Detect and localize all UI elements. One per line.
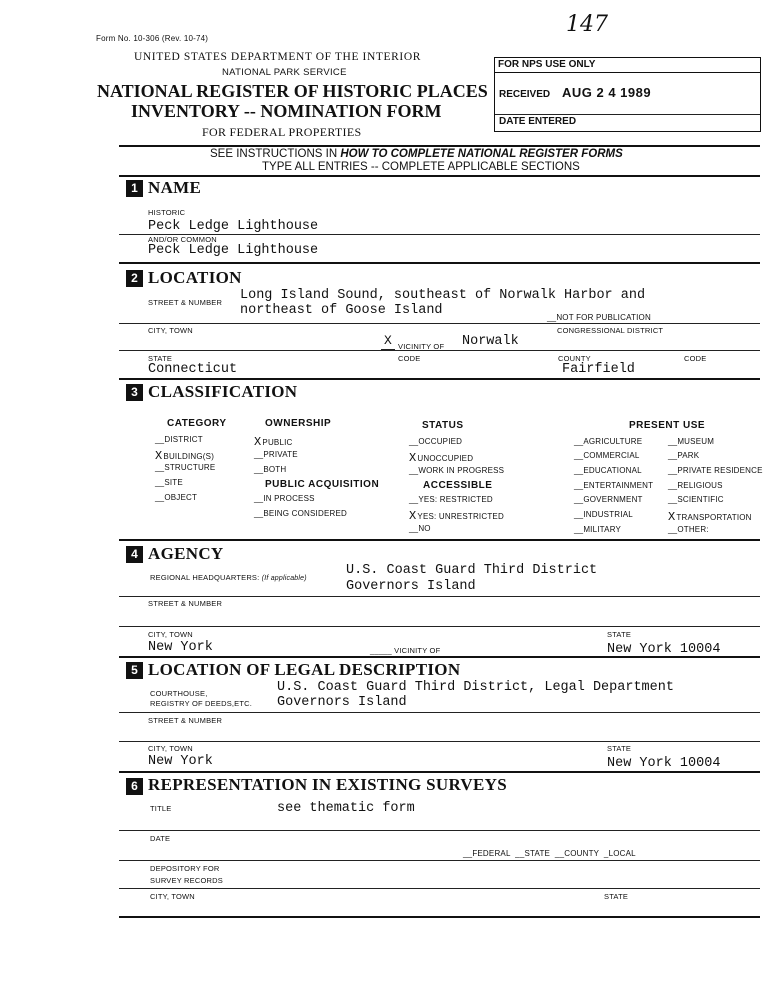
service-line: NATIONAL PARK SERVICE xyxy=(222,67,347,78)
legal-city-value: New York xyxy=(148,754,213,769)
county-label: COUNTY xyxy=(558,354,591,363)
use-commercial-label: COMMERCIAL xyxy=(583,451,640,460)
accessible-no: __NO xyxy=(409,524,431,533)
courthouse-label: COURTHOUSE, xyxy=(150,689,208,698)
section-6-title: REPRESENTATION IN EXISTING SURVEYS xyxy=(148,775,507,794)
depository-label-1: DEPOSITORY FOR xyxy=(150,864,220,873)
street-line1-value: Long Island Sound, southeast of Norwalk Harbor and xyxy=(240,288,646,303)
section-1-number: 1 xyxy=(126,180,143,197)
category-district-label: DISTRICT xyxy=(164,435,203,444)
agency-city-value: New York xyxy=(148,640,213,655)
category-object-label: OBJECT xyxy=(164,493,198,502)
vicinity-label: VICINITY OF xyxy=(398,342,445,351)
nps-use-box xyxy=(494,57,761,132)
state-label: STATE xyxy=(148,354,173,363)
state-code-label: CODE xyxy=(398,354,421,363)
use-private-residence: __PRIVATE RESIDENCE xyxy=(668,466,763,475)
use-military: __MILITARY xyxy=(574,525,622,534)
ownership-public-check: X xyxy=(254,435,262,449)
use-museum-label: MUSEUM xyxy=(677,437,715,446)
common-label: AND/OR COMMON xyxy=(148,235,217,244)
county-value: Fairfield xyxy=(562,362,635,377)
acquisition-in-process: __IN PROCESS xyxy=(254,494,315,503)
street-rule xyxy=(119,323,760,324)
city-town-label: CITY, TOWN xyxy=(148,326,193,335)
agency-street-label: STREET & NUMBER xyxy=(148,599,223,608)
section-4-number: 4 xyxy=(126,546,143,563)
legal-state-label: STATE xyxy=(607,744,632,753)
section-3-rule xyxy=(119,539,760,541)
level-state: STATE xyxy=(524,849,551,858)
ownership-private: __PRIVATE xyxy=(254,450,298,459)
ownership-public xyxy=(254,435,293,449)
section-1-title: NAME xyxy=(148,178,202,197)
category-site-label: SITE xyxy=(164,478,183,487)
level-federal: FEDERAL xyxy=(472,849,511,858)
section-1-rule xyxy=(119,262,760,264)
common-name-value: Peck Ledge Lighthouse xyxy=(148,243,319,258)
instructions-italic: HOW TO COMPLETE NATIONAL REGISTER FORMS xyxy=(340,148,623,160)
use-transportation-label: TRANSPORTATION xyxy=(676,513,752,522)
ownership-heading: OWNERSHIP xyxy=(265,418,332,429)
vicinity-value: Norwalk xyxy=(462,334,519,349)
status-work-in-progress: __WORK IN PROGRESS xyxy=(409,466,505,475)
use-educational: __EDUCATIONAL xyxy=(574,466,642,475)
section-5-rule xyxy=(119,771,760,773)
street-number-label: STREET & NUMBER xyxy=(148,298,223,307)
status-occupied: __OCCUPIED xyxy=(409,437,463,446)
ownership-both-label: BOTH xyxy=(263,465,287,474)
section-4-title: AGENCY xyxy=(148,544,224,563)
not-for-publication-text: NOT FOR PUBLICATION xyxy=(556,313,651,322)
agency-state-label: STATE xyxy=(607,630,632,639)
acquisition-in-process-label: IN PROCESS xyxy=(263,494,315,503)
department-line: UNITED STATES DEPARTMENT OF THE INTERIOR xyxy=(134,51,422,63)
section-2-title: LOCATION xyxy=(148,268,242,287)
use-educational-label: EDUCATIONAL xyxy=(583,466,642,475)
category-site: __SITE xyxy=(155,478,183,487)
historic-name-value: Peck Ledge Lighthouse xyxy=(148,219,319,234)
nps-box-divider-2 xyxy=(495,114,760,115)
use-entertainment: __ENTERTAINMENT xyxy=(574,481,654,490)
use-industrial-label: INDUSTRIAL xyxy=(583,510,633,519)
agency-vicinity-label: VICINITY OF xyxy=(394,646,441,655)
survey-city-label: CITY, TOWN xyxy=(150,892,195,901)
survey-title-rule xyxy=(119,830,760,831)
ownership-public-label: PUBLIC xyxy=(262,438,293,447)
nps-box-header: FOR NPS USE ONLY xyxy=(498,59,596,70)
use-agriculture: __AGRICULTURE xyxy=(574,437,643,446)
accessible-unrestricted xyxy=(409,509,504,523)
historic-label: HISTORIC xyxy=(148,208,186,217)
instructions-rule xyxy=(119,175,760,177)
use-entertainment-label: ENTERTAINMENT xyxy=(583,481,654,490)
if-applicable-note: (If applicable) xyxy=(261,575,307,582)
regional-headquarters-label xyxy=(150,573,307,582)
section-2-number: 2 xyxy=(126,270,143,287)
congressional-district-label: CONGRESSIONAL DISTRICT xyxy=(557,326,664,335)
legal-street-rule xyxy=(119,741,760,742)
section-5-number: 5 xyxy=(126,662,143,679)
section-6-number: 6 xyxy=(126,778,143,795)
status-unoccupied xyxy=(409,451,473,465)
received-label: RECEIVED xyxy=(499,89,551,100)
category-heading: CATEGORY xyxy=(167,418,227,429)
header-rule xyxy=(119,145,760,147)
handwritten-number: 147 xyxy=(566,12,608,37)
present-use-heading: PRESENT USE xyxy=(629,420,706,431)
survey-title-value: see thematic form xyxy=(277,801,415,816)
survey-state-label: STATE xyxy=(604,892,629,901)
ownership-private-label: PRIVATE xyxy=(263,450,298,459)
instructions-line1 xyxy=(210,148,623,160)
use-religious-label: RELIGIOUS xyxy=(677,481,723,490)
status-occupied-label: OCCUPIED xyxy=(418,437,463,446)
depository-label-2: SURVEY RECORDS xyxy=(150,876,223,885)
instructions-line2: TYPE ALL ENTRIES -- COMPLETE APPLICABLE SECTIONS xyxy=(262,161,580,173)
form-subtitle: FOR FEDERAL PROPERTIES xyxy=(202,125,362,139)
survey-date-rule xyxy=(119,860,760,861)
use-government: __GOVERNMENT xyxy=(574,495,643,504)
status-unoccupied-check: X xyxy=(409,451,417,465)
legal-city-label: CITY, TOWN xyxy=(148,744,193,753)
legal-line2-value: Governors Island xyxy=(277,695,407,710)
headquarters-line2-value: Governors Island xyxy=(346,579,476,594)
section-4-rule xyxy=(119,656,760,658)
registry-label: REGISTRY OF DEEDS,ETC. xyxy=(150,699,253,708)
status-work-in-progress-label: WORK IN PROGRESS xyxy=(418,466,505,475)
headquarters-line1-value: U.S. Coast Guard Third District xyxy=(346,563,598,578)
accessible-no-label: NO xyxy=(418,524,431,533)
use-other: __OTHER: xyxy=(668,525,709,534)
category-buildings-check: X xyxy=(155,449,163,463)
use-religious: __RELIGIOUS xyxy=(668,481,723,490)
use-military-label: MILITARY xyxy=(583,525,622,534)
depository-rule xyxy=(119,888,760,889)
category-buildings xyxy=(155,449,214,463)
section-2-rule xyxy=(119,378,760,380)
acquisition-being-considered: __BEING CONSIDERED xyxy=(254,509,347,518)
use-commercial: __COMMERCIAL xyxy=(574,451,640,460)
form-number: Form No. 10-306 (Rev. 10-74) xyxy=(96,34,209,43)
accessible-restricted: __YES: RESTRICTED xyxy=(409,495,493,504)
received-date-stamp: AUG 2 4 1989 xyxy=(562,85,652,100)
use-transportation-check: X xyxy=(668,510,676,524)
nps-box-divider xyxy=(495,72,760,73)
survey-date-label: DATE xyxy=(150,834,171,843)
headquarters-rule xyxy=(119,596,760,597)
section-5-title: LOCATION OF LEGAL DESCRIPTION xyxy=(148,660,461,679)
city-rule xyxy=(119,350,760,351)
use-other-label: OTHER: xyxy=(677,525,709,534)
regional-headquarters-text: REGIONAL HEADQUARTERS: xyxy=(150,573,260,582)
state-value: Connecticut xyxy=(148,362,238,377)
agency-city-label: CITY, TOWN xyxy=(148,630,193,639)
ownership-both: __BOTH xyxy=(254,465,287,474)
accessible-heading: ACCESSIBLE xyxy=(423,480,493,491)
category-buildings-label: BUILDING(S) xyxy=(163,452,215,461)
legal-street-label: STREET & NUMBER xyxy=(148,716,223,725)
not-for-publication: __NOT FOR PUBLICATION xyxy=(547,313,651,322)
section-3-number: 3 xyxy=(126,384,143,401)
county-code-label: CODE xyxy=(684,354,707,363)
accessible-unrestricted-label: YES: UNRESTRICTED xyxy=(417,512,504,521)
legal-line1-value: U.S. Coast Guard Third District, Legal Department xyxy=(277,680,674,695)
use-scientific-label: SCIENTIFIC xyxy=(677,495,724,504)
acquisition-being-considered-label: BEING CONSIDERED xyxy=(263,509,347,518)
survey-levels: __FEDERAL __STATE __COUNTY _LOCAL xyxy=(463,849,636,858)
agency-street-rule xyxy=(119,626,760,627)
category-structure-label: STRUCTURE xyxy=(164,463,216,472)
vicinity-check-mark: X xyxy=(384,333,392,348)
status-heading: STATUS xyxy=(422,420,464,431)
instructions-prefix: SEE INSTRUCTIONS IN xyxy=(210,148,341,160)
use-museum: __MUSEUM xyxy=(668,437,715,446)
legal-rule xyxy=(119,712,760,713)
use-government-label: GOVERNMENT xyxy=(583,495,643,504)
use-private-residence-label: PRIVATE RESIDENCE xyxy=(677,466,763,475)
level-local: LOCAL xyxy=(608,849,636,858)
category-object: __OBJECT xyxy=(155,493,198,502)
category-structure: __STRUCTURE xyxy=(155,463,216,472)
use-park-label: PARK xyxy=(677,451,700,460)
agency-vicinity: _____ VICINITY OF xyxy=(370,646,441,655)
street-line2-value: northeast of Goose Island xyxy=(240,303,443,318)
legal-state-value: New York 10004 xyxy=(607,756,721,771)
use-park: __PARK xyxy=(668,451,700,460)
use-industrial: __INDUSTRIAL xyxy=(574,510,633,519)
survey-title-label: TITLE xyxy=(150,804,172,813)
status-unoccupied-label: UNOCCUPIED xyxy=(417,454,474,463)
section-3-title: CLASSIFICATION xyxy=(148,382,298,401)
category-district: __DISTRICT xyxy=(155,435,203,444)
section-6-rule xyxy=(119,916,760,918)
accessible-restricted-label: YES: RESTRICTED xyxy=(418,495,493,504)
agency-state-value: New York 10004 xyxy=(607,642,721,657)
use-transportation xyxy=(668,510,752,524)
accessible-unrestricted-check: X xyxy=(409,509,417,523)
date-entered-label: DATE ENTERED xyxy=(499,116,577,127)
form-title-line1: NATIONAL REGISTER OF HISTORIC PLACES xyxy=(97,81,488,101)
form-title-line2: INVENTORY -- NOMINATION FORM xyxy=(131,101,442,121)
use-scientific: __SCIENTIFIC xyxy=(668,495,724,504)
use-agriculture-label: AGRICULTURE xyxy=(583,437,643,446)
level-county: COUNTY xyxy=(564,849,600,858)
public-acquisition-heading: PUBLIC ACQUISITION xyxy=(265,479,380,490)
